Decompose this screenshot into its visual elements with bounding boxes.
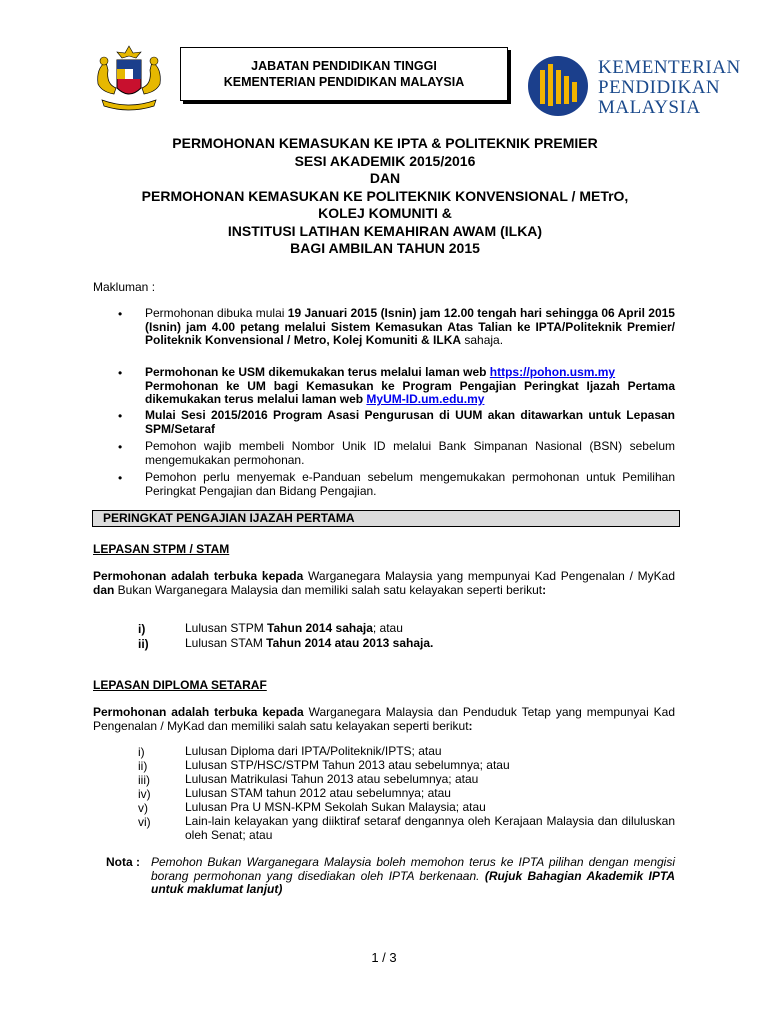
diploma-intro (93, 706, 675, 733)
jpt-line-2: KEMENTERIAN PENDIDIKAN MALAYSIA (223, 75, 465, 89)
title-line: BAGI AMBILAN TAHUN 2015 (290, 240, 480, 256)
bullet-text-bold: Permohonan ke UM bagi Kemasukan ke Program Pengajian Peringkat Ijazah Pertama dikemukakan terus melalui laman web (145, 378, 675, 406)
nota-body: Pemohon Bukan Warganegara Malaysia boleh memohon terus ke IPTA pilihan dengan mengisi borang permohonan yang disediakan oleh IPTA berkenaan. (151, 855, 675, 883)
list-item: Lulusan Matrikulasi Tahun 2013 atau sebelumnya; atau (185, 772, 479, 786)
jpt-line-1: JABATAN PENDIDIKAN TINGGI (251, 59, 437, 73)
list-number: ii) (138, 759, 148, 773)
bullet-text-bold: Permohonan ke USM dikemukakan terus melalui laman web (145, 365, 490, 379)
list-item: Lulusan Diploma dari IPTA/Politeknik/IPTS; atau (185, 744, 442, 758)
intro-colon: : (542, 582, 547, 597)
item-text: Lulusan STPM (185, 621, 268, 635)
section-heading-ijazah-pertama: PERINGKAT PENGAJIAN IJAZAH PERTAMA (92, 510, 680, 527)
kpm-line-1: KEMENTERIAN (598, 57, 741, 78)
nota-bold: (Rujuk Bahagian Akademik IPTA untuk maklumat lanjut) (151, 868, 675, 896)
um-link[interactable]: MyUM-ID.um.edu.my (366, 392, 485, 406)
intro-bold: Permohonan adalah terbuka kepada (93, 569, 304, 583)
item-text-bold: Tahun 2014 atau 2013 sahaja. (266, 636, 434, 650)
intro-colon: : (468, 718, 473, 733)
title-line: DAN (369, 170, 401, 186)
intro-bold: Permohonan adalah terbuka kepada (93, 705, 304, 719)
stpm-intro (93, 570, 675, 597)
title-line: SESI AKADEMIK 2015/2016 (294, 152, 476, 169)
list-number: ii) (138, 637, 149, 651)
stpm-heading: LEPASAN STPM / STAM (93, 542, 230, 556)
makluman-label: Makluman : (93, 280, 156, 294)
bullet-application-period (145, 307, 675, 348)
bullet-icon: • (118, 440, 123, 454)
list-number: v) (138, 801, 148, 815)
bullet-icon: • (118, 471, 123, 485)
item-text: Lulusan STAM (185, 636, 267, 650)
kpm-emblem-icon (526, 54, 590, 118)
bullet-bsn-id: Pemohon wajib membeli Nombor Unik ID melalui Bank Simpanan Nasional (BSN) sebelum mengemukakan permohonan. (145, 439, 675, 467)
title-line: PERMOHONAN KEMASUKAN KE IPTA & POLITEKNIK PREMIER (172, 135, 598, 151)
usm-link[interactable]: https://pohon.usm.my (489, 365, 616, 379)
list-number: vi) (138, 815, 151, 829)
nota-label: Nota : (106, 855, 140, 869)
bullet-icon: • (118, 366, 123, 380)
intro-text: Bukan Warganegara Malaysia dan memiliki salah satu kelayakan seperti berikut (114, 582, 543, 597)
list-item (185, 637, 675, 651)
bullet-icon: • (118, 307, 123, 321)
item-text-bold: Tahun 2014 sahaja (267, 621, 373, 635)
bullet-usm-um (145, 366, 675, 407)
jpt-header-box (180, 47, 508, 101)
page-number: 1 / 3 (371, 950, 397, 965)
title-line: PERMOHONAN KEMASUKAN KE POLITEKNIK KONVENSIONAL / METrO, (141, 187, 629, 204)
list-number: iii) (138, 773, 150, 787)
bullet-uum-asasi: Mulai Sesi 2015/2016 Program Asasi Pengurusan di UUM akan ditawarkan untuk Lepasan SPM/Setaraf (145, 408, 675, 436)
list-number: iv) (138, 787, 151, 801)
kpm-line-2: PENDIDIKAN (598, 77, 721, 98)
bullet-text-bold: 19 Januari 2015 (Isnin) jam 12.00 tengah hari sehingga 06 April 2015 (Isnin) jam 4.00 petang melalui Sistem Kemasukan Atas Talian ke IPTA/Politeknik Premier/ Politeknik Konvensional / Metro, Kolej Komuniti & ILKA (145, 306, 675, 347)
kpm-line-3: MALAYSIA (598, 97, 701, 118)
bullet-icon: • (118, 409, 123, 423)
intro-bold: dan (93, 582, 115, 597)
title-line: INSTITUSI LATIHAN KEMAHIRAN AWAM (ILKA) (227, 222, 543, 239)
intro-text: Warganegara Malaysia dan Penduduk Tetap yang mempunyai Kad Pengenalan / MyKad dan memiliki salah satu kelayakan seperti berikut (93, 705, 675, 733)
diploma-heading: LEPASAN DIPLOMA SETARAF (93, 678, 267, 692)
list-item: Lulusan STAM tahun 2012 atau sebelumnya; atau (185, 786, 451, 800)
item-text: ; atau (372, 621, 403, 635)
list-item (185, 622, 675, 636)
title-line: KOLEJ KOMUNITI & (318, 205, 452, 221)
list-number: i) (138, 622, 146, 636)
bullet-epanduan: Pemohon perlu menyemak e-Panduan sebelum mengemukakan permohonan untuk Pemilihan Peringkat Pengajian dan Bidang Pengajian. (145, 470, 675, 498)
list-item: Lain-lain kelayakan yang diiktiraf setaraf dengannya oleh Kerajaan Malaysia dan diluluskan oleh Senat; atau (185, 814, 675, 842)
document-title (80, 135, 690, 258)
list-number: i) (138, 745, 145, 759)
list-item: Lulusan Pra U MSN-KPM Sekolah Sukan Malaysia; atau (185, 800, 486, 814)
intro-text: Warganegara Malaysia yang mempunyai Kad Pengenalan / MyKad (303, 569, 675, 583)
bullet-text: sahaja. (461, 333, 504, 347)
list-item: Lulusan STP/HSC/STPM Tahun 2013 atau sebelumnya; atau (185, 758, 510, 772)
malaysia-coat-of-arms-logo (84, 44, 174, 116)
bullet-text: Permohonan dibuka mulai (145, 306, 288, 320)
nota-text (151, 856, 675, 897)
